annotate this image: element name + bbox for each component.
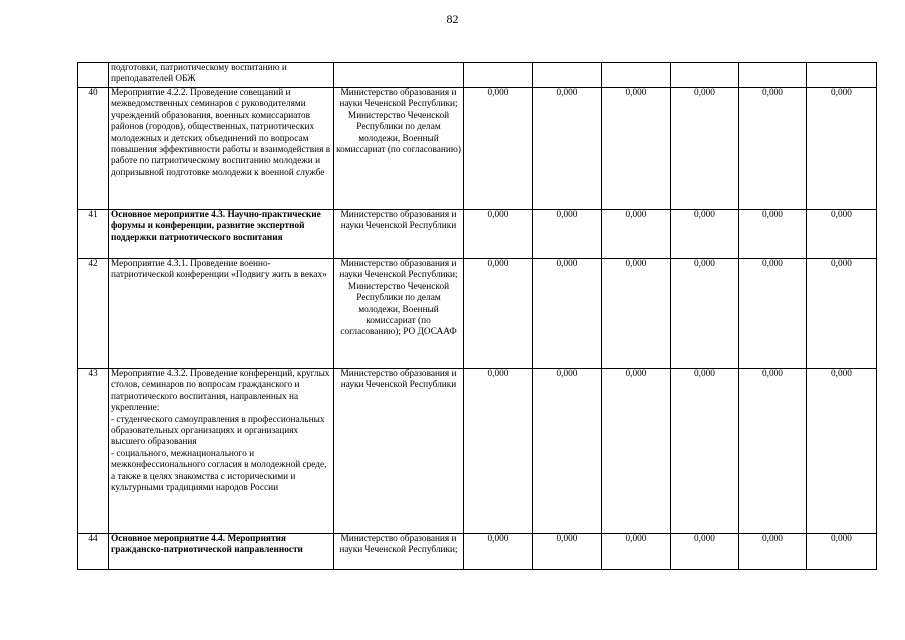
table-row — [78, 210, 877, 259]
executor-cell: Министерство образования и науки Чеченской Республики; — [334, 534, 464, 570]
value-cell: 0,000 — [807, 88, 877, 210]
table-row — [78, 534, 877, 570]
value-cell: 0,000 — [533, 534, 602, 570]
value-cell: 0,000 — [533, 369, 602, 534]
row-number: 44 — [78, 534, 109, 570]
value-cell: 0,000 — [602, 534, 671, 570]
value-cell — [602, 63, 671, 88]
executor-cell: Министерство образования и науки Чеченской Республики; Министерство Чеченской Республики по делам молодежи, Военный комиссариат (по согласованию) — [334, 88, 464, 210]
value-cell: 0,000 — [602, 88, 671, 210]
activity-name: подготовки, патриотическому воспитанию и преподавателей ОБЖ — [109, 63, 334, 88]
value-cell — [807, 63, 877, 88]
table-row — [78, 369, 877, 534]
value-cell: 0,000 — [739, 369, 807, 534]
value-cell: 0,000 — [671, 210, 739, 259]
row-number: 40 — [78, 88, 109, 210]
value-cell: 0,000 — [671, 259, 739, 369]
value-cell: 0,000 — [807, 369, 877, 534]
activity-name: Мероприятие 4.3.2. Проведение конференций, круглых столов, семинаров по вопросам гражданского и патриотического воспитания, направленных на укрепление: - студенческого самоуправления в профессиональных образовательных организациях и организациях высшего образования - социального, межнационального и межконфессионального согласия в молодежной среде, а также в целях знакомства с историческими и культурными традициями народов России — [109, 369, 334, 534]
activity-name: Основное мероприятие 4.3. Научно-практические форумы и конференции, развитие экспертной поддержки патриотического воспитания — [109, 210, 334, 259]
page-number: 82 — [446, 12, 459, 26]
value-cell: 0,000 — [671, 369, 739, 534]
value-cell: 0,000 — [671, 88, 739, 210]
value-cell: 0,000 — [464, 210, 533, 259]
executor-cell: Министерство образования и науки Чеченской Республики — [334, 369, 464, 534]
value-cell: 0,000 — [602, 259, 671, 369]
value-cell — [671, 63, 739, 88]
activity-name: Мероприятие 4.2.2. Проведение совещаний и межведомственных семинаров с руководителями учреждений образования, военных комиссариатов районов (городов), общественных, патриотических молодежных и детских объединений по вопросам повышения эффективности работы и взаимодействия в работе по патриотическому воспитанию молодежи и допризывной подготовке молодежи к военной службе — [109, 88, 334, 210]
value-cell: 0,000 — [739, 210, 807, 259]
value-cell: 0,000 — [533, 88, 602, 210]
value-cell — [739, 63, 807, 88]
table-row — [78, 259, 877, 369]
value-cell — [464, 63, 533, 88]
value-cell: 0,000 — [464, 88, 533, 210]
row-number — [78, 63, 109, 88]
value-cell: 0,000 — [602, 369, 671, 534]
activity-name: Мероприятие 4.3.1. Проведение военно-патриотической конференции «Подвигу жить в веках» — [109, 259, 334, 369]
value-cell: 0,000 — [464, 259, 533, 369]
executor-cell: Министерство образования и науки Чеченской Республики — [334, 210, 464, 259]
value-cell: 0,000 — [807, 259, 877, 369]
row-number: 43 — [78, 369, 109, 534]
executor-cell — [334, 63, 464, 88]
table-row — [78, 88, 877, 210]
value-cell: 0,000 — [671, 534, 739, 570]
value-cell: 0,000 — [533, 259, 602, 369]
activity-name: Основное мероприятие 4.4. Мероприятия гражданско-патриотической направленности — [109, 534, 334, 570]
row-number: 41 — [78, 210, 109, 259]
value-cell: 0,000 — [602, 210, 671, 259]
value-cell: 0,000 — [739, 534, 807, 570]
table-row — [78, 63, 877, 88]
value-cell: 0,000 — [464, 534, 533, 570]
value-cell: 0,000 — [807, 534, 877, 570]
value-cell — [533, 63, 602, 88]
row-number: 42 — [78, 259, 109, 369]
value-cell: 0,000 — [533, 210, 602, 259]
value-cell: 0,000 — [739, 88, 807, 210]
value-cell: 0,000 — [464, 369, 533, 534]
value-cell: 0,000 — [739, 259, 807, 369]
executor-cell: Министерство образования и науки Чеченской Республики; Министерство Чеченской Республики по делам молодежи, Военный комиссариат (по согласованию); РО ДОСААФ — [334, 259, 464, 369]
value-cell: 0,000 — [807, 210, 877, 259]
program-activities-table — [77, 62, 877, 570]
